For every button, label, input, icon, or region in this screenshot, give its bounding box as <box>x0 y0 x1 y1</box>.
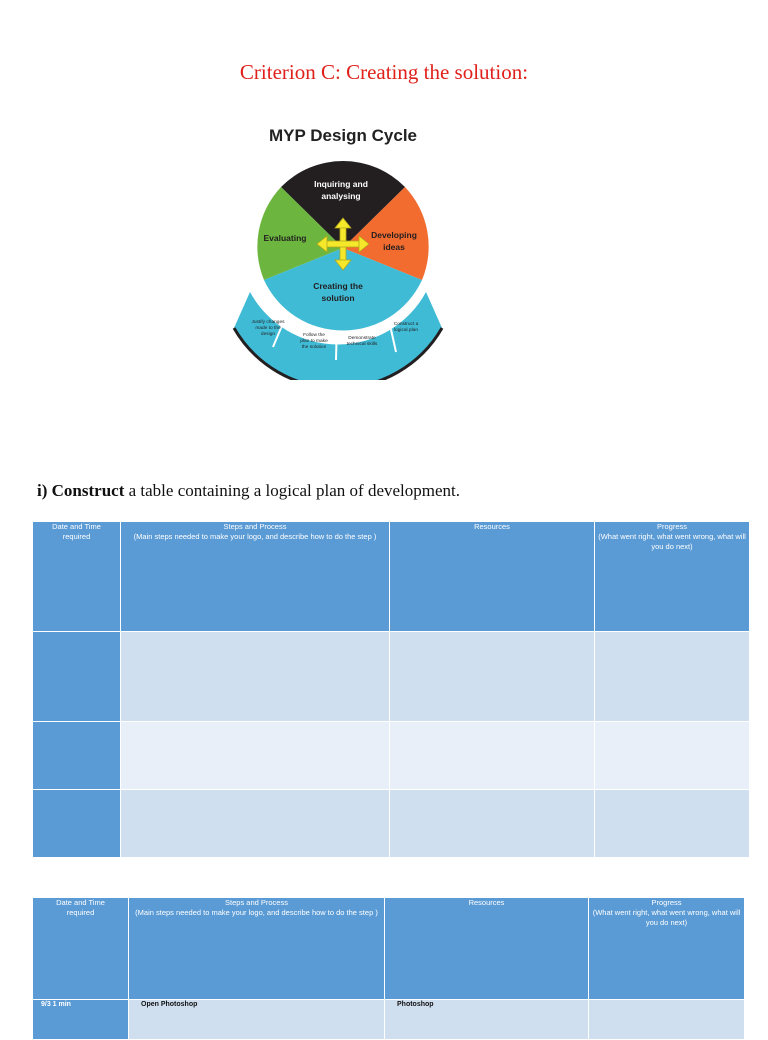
table-row <box>33 1000 745 1040</box>
header-resources: Resources <box>390 522 595 632</box>
svg-text:plan to make: plan to make <box>300 339 328 344</box>
plan-table-1 <box>32 521 750 858</box>
table-row <box>33 722 750 790</box>
instruction-rest: a table containing a logical plan of development. <box>124 481 460 500</box>
table-cell[interactable] <box>390 722 595 790</box>
design-cycle-diagram <box>228 120 458 380</box>
svg-text:Follow the: Follow the <box>303 333 325 338</box>
table-cell[interactable] <box>595 790 750 858</box>
instruction-bold-word: Construct <box>51 481 125 500</box>
diagram-title: MYP Design Cycle <box>268 126 418 145</box>
label-evaluating: Evaluating <box>263 233 307 243</box>
svg-text:Demonstrate: Demonstrate <box>348 336 376 341</box>
table-cell[interactable] <box>33 722 121 790</box>
header-date: Date and Time required <box>33 898 129 1000</box>
label-inquiring-2: analysing <box>321 191 361 201</box>
table-cell[interactable] <box>121 790 390 858</box>
table-cell[interactable] <box>121 632 390 722</box>
svg-text:logical plan: logical plan <box>393 328 419 333</box>
table-cell[interactable] <box>121 722 390 790</box>
table-header-row <box>33 522 750 632</box>
page-heading: Criterion C: Creating the solution: <box>239 60 529 84</box>
table-cell-steps[interactable]: Open Photoshop <box>129 1000 385 1040</box>
svg-text:made to the: made to the <box>255 326 281 331</box>
instruction-prefix: i) <box>37 481 52 500</box>
table-cell-date[interactable]: 9/3 1 min <box>33 1000 129 1040</box>
table-cell[interactable] <box>390 790 595 858</box>
header-steps: Steps and Process (Main steps needed to make your logo, and describe how to do the step ) <box>121 522 390 632</box>
table-header-row <box>33 898 745 1000</box>
label-creating-1: Creating the <box>313 281 363 291</box>
table-cell-progress[interactable] <box>589 1000 745 1040</box>
table-cell[interactable] <box>595 632 750 722</box>
svg-text:design: design <box>260 332 276 337</box>
table-cell[interactable] <box>33 632 121 722</box>
table-row <box>33 632 750 722</box>
label-developing-2: ideas <box>383 242 405 252</box>
header-date: Date and Time required <box>33 522 121 632</box>
table-cell[interactable] <box>595 722 750 790</box>
table-cell[interactable] <box>390 632 595 722</box>
header-resources: Resources <box>385 898 589 1000</box>
table-cell-resources[interactable]: Photoshop <box>385 1000 589 1040</box>
instruction-text <box>37 481 460 501</box>
svg-text:Construct a: Construct a <box>393 322 419 327</box>
svg-text:the solution: the solution <box>301 345 327 350</box>
svg-text:Justify changes: Justify changes <box>251 320 285 325</box>
header-progress: Progress (What went right, what went wrong, what will you do next) <box>595 522 750 632</box>
label-developing-1: Developing <box>371 230 417 240</box>
cycle-graphic <box>228 120 458 380</box>
header-steps: Steps and Process (Main steps needed to make your logo, and describe how to do the step ) <box>129 898 385 1000</box>
header-progress: Progress (What went right, what went wrong, what will you do next) <box>589 898 745 1000</box>
table-cell[interactable] <box>33 790 121 858</box>
label-inquiring-1: Inquiring and <box>314 179 368 189</box>
label-creating-2: solution <box>321 293 355 303</box>
table-row <box>33 790 750 858</box>
svg-text:technical skills: technical skills <box>346 342 378 347</box>
plan-table-2 <box>32 897 745 1040</box>
